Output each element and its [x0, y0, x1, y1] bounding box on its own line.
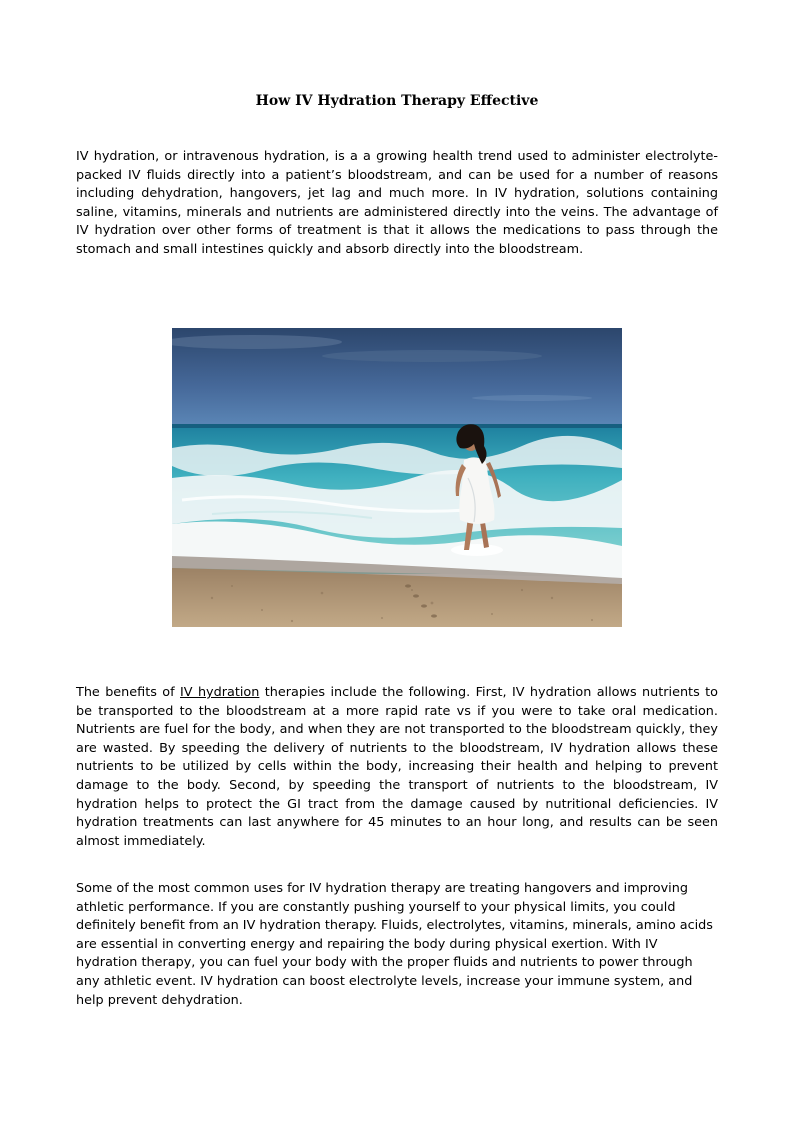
cloud: [322, 350, 542, 362]
cloud: [472, 395, 592, 401]
uses-paragraph: Some of the most common uses for IV hydration therapy are treating hangovers and improving athletic performance. If you are constantly pushing yourself to your physical limits, you could definitely benefit from an IV hydration therapy. Fluids, electrolytes, vitamins, minerals, amino acids are essential in converting energy and repairing the body during physical exertion. With IV hydration therapy, you can fuel your body with the proper fluids and nutrients to power through any athletic event. IV hydration can boost electrolyte levels, increase your immune system, and help prevent dehydration.: [76, 881, 713, 1008]
benefits-text-rest: therapies include the following. First, IV hydration allows nutrients to be transported to the bloodstream at a more rapid rate vs if you were to take oral medication. Nutrients are fuel for the body, and when they are not transported to the bloodstream quickly, they are wasted. By speeding the delivery of nutrients to the bloodstream, IV hydration allows these nutrients to be utilized by cells within the body, increasing their health and helping to prevent damage to the body. Second, by speeding the transport of nutrients to the bloodstream, IV hydration helps to protect the GI tract from the damage caused by nutritional deficiencies. IV hydration treatments can last anywhere for 45 minutes to an hour long, and results can be seen almost immediately.: [76, 685, 718, 849]
horizon-line: [172, 424, 622, 428]
iv-hydration-link[interactable]: IV hydration: [180, 685, 260, 700]
beach-photo: [172, 328, 622, 627]
benefits-text-start: The benefits of: [76, 685, 181, 700]
page-title: How IV Hydration Therapy Effective: [255, 93, 539, 109]
benefits-paragraph: [76, 684, 718, 851]
intro-paragraph: IV hydration, or intravenous hydration, is a a growing health trend used to administer electrolyte-packed IV fluids directly into a patient’s bloodstream, and can be used for a number of reasons including dehydration, hangovers, jet lag and much more. In IV hydration, solutions containing saline, vitamins, minerals and nutrients are administered directly into the veins. The advantage of IV hydration over other forms of treatment is that it allows the medications to pass through the stomach and small intestines quickly and absorb directly into the bloodstream.: [76, 149, 718, 257]
